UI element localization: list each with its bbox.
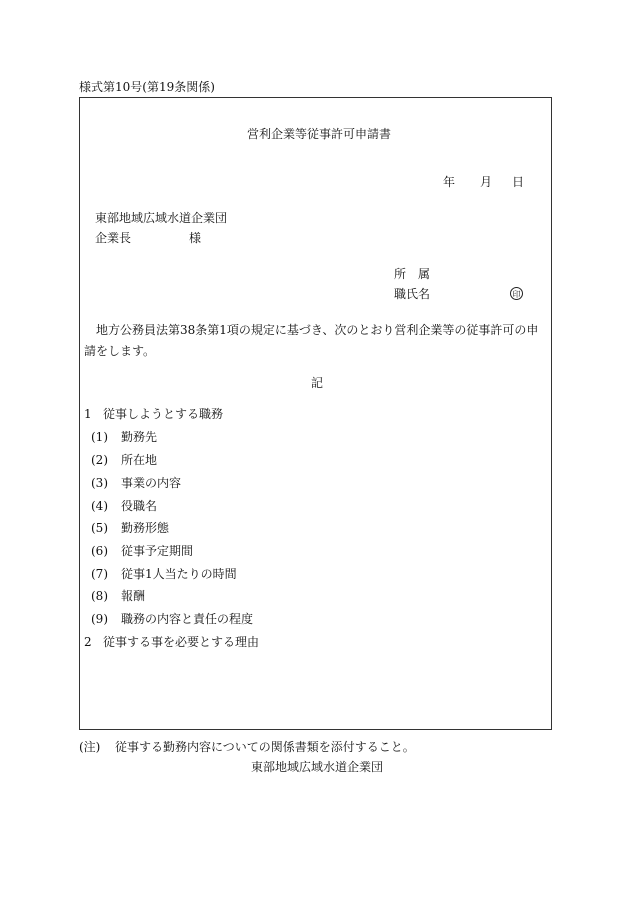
recipient-org: 東部地域広域水道企業団 <box>95 211 228 225</box>
item-label: 報酬 <box>121 589 146 603</box>
date-month-label: 月 <box>480 175 493 189</box>
item-number: (9) <box>91 612 108 626</box>
section-1-number: 1 <box>84 407 92 421</box>
note-text: 従事する勤務内容についての関係書類を添付すること。 <box>115 740 415 754</box>
item-label: 勤務先 <box>121 430 158 444</box>
section-1-label: 従事しようとする職務 <box>103 407 224 421</box>
item-number: (3) <box>91 476 108 490</box>
applicant-name-label: 職氏名 <box>394 287 431 301</box>
footer-organization: 東部地域広域水道企業団 <box>251 760 384 774</box>
section-2-number: 2 <box>84 635 92 649</box>
item-label: 勤務形態 <box>121 521 170 535</box>
item-number: (2) <box>91 453 108 467</box>
form-title: 営利企業等従事許可申請書 <box>247 127 392 141</box>
date-year-label: 年 <box>443 175 456 189</box>
item-label: 従事1人当たりの時間 <box>121 567 237 581</box>
ki-heading: 記 <box>311 376 324 390</box>
recipient-title: 企業長 <box>95 231 132 245</box>
request-body-text: 地方公務員法第38条第1項の規定に基づき、次のとおり営利企業等の従事許可の申請をします。 <box>84 323 539 358</box>
item-label: 事業の内容 <box>121 476 182 490</box>
item-number: (5) <box>91 521 108 535</box>
item-number: (4) <box>91 499 108 513</box>
item-number: (7) <box>91 567 108 581</box>
seal-mark: 印 <box>510 287 523 300</box>
item-label: 職務の内容と責任の程度 <box>121 612 254 626</box>
date-day-label: 日 <box>512 175 525 189</box>
item-number: (6) <box>91 544 108 558</box>
item-number: (1) <box>91 430 108 444</box>
item-label: 役職名 <box>121 499 158 513</box>
section-2-label: 従事する事を必要とする理由 <box>103 635 260 649</box>
form-number-label: 様式第10号(第19条関係) <box>79 80 215 94</box>
note-prefix: (注) <box>79 740 101 754</box>
applicant-affiliation-label: 所 属 <box>394 267 431 281</box>
item-number: (8) <box>91 589 108 603</box>
item-label: 従事予定期間 <box>121 544 194 558</box>
item-label: 所在地 <box>121 453 158 467</box>
recipient-honorific: 様 <box>189 231 202 245</box>
